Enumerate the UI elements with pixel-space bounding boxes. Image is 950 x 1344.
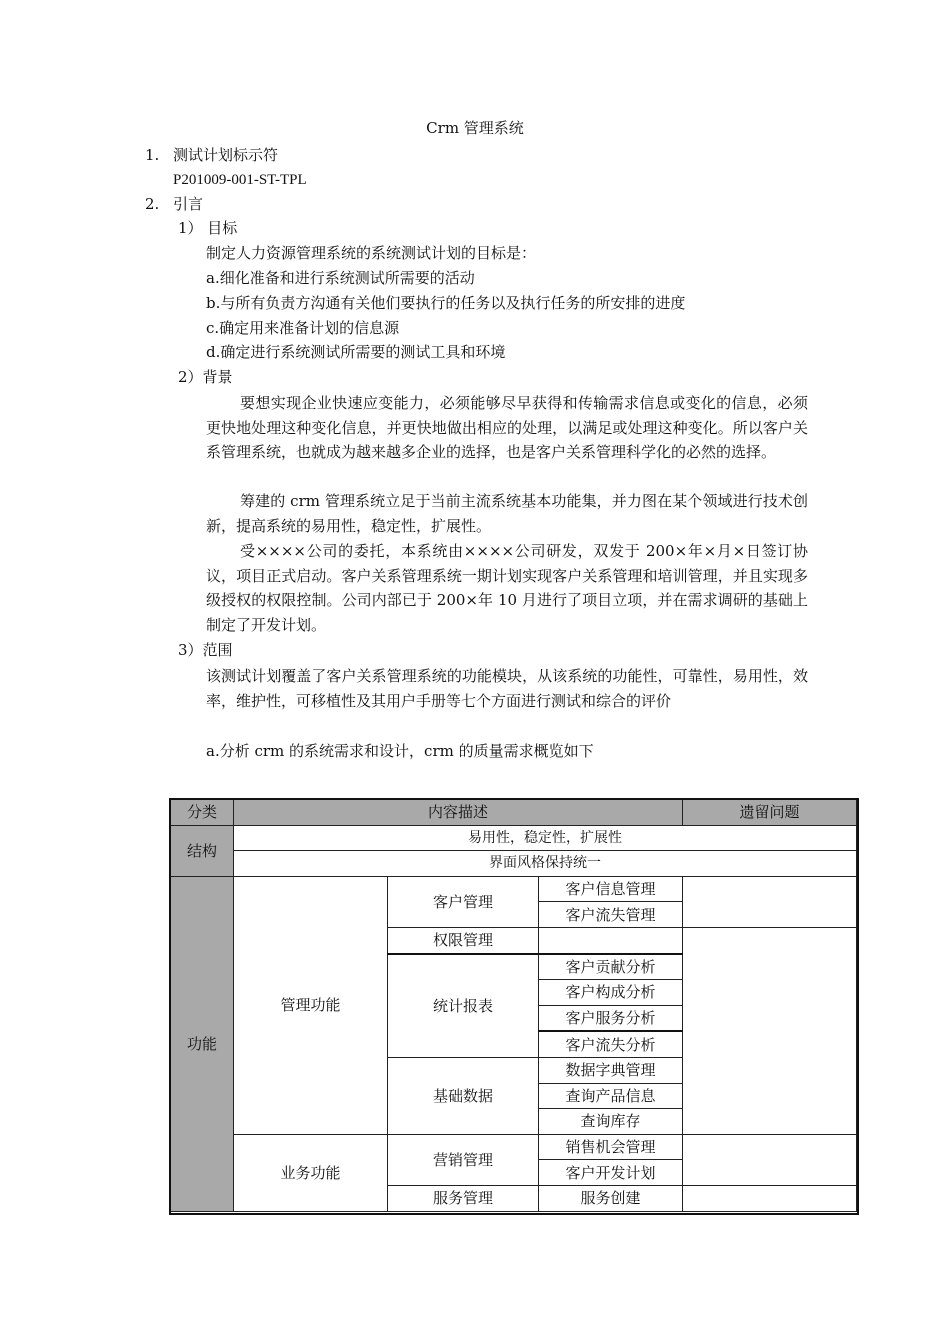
permission-detail-cell (539, 927, 683, 953)
issues-cell (683, 876, 857, 927)
background-paragraph-2: 筹建的 crm 管理系统立足于当前主流系统基本功能集，并力图在某个领域进行技术创新，提高系统的易用性，稳定性，扩展性。 (206, 492, 808, 535)
sales-opportunity-management: 销售机会管理 (539, 1134, 683, 1160)
goal-item-a: a.细化准备和进行系统测试所需要的活动 (206, 269, 475, 287)
customer-churn-management: 客户流失管理 (539, 902, 683, 928)
quality-requirements-table (170, 799, 857, 1212)
scope-analysis-line: a.分析 crm 的系统需求和设计，crm 的质量需求概览如下 (206, 742, 594, 760)
scope-heading: 3）范围 (178, 641, 233, 659)
background-heading: 2）背景 (178, 368, 233, 386)
customer-churn-analysis: 客户流失分析 (539, 1031, 683, 1057)
issues-cell (683, 1185, 857, 1211)
section-2-number: 2. (145, 195, 160, 213)
permission-management-label: 权限管理 (388, 927, 539, 953)
customer-composition-analysis: 客户构成分析 (539, 980, 683, 1006)
base-data-label: 基础数据 (388, 1057, 539, 1134)
customer-contribution-analysis: 客户贡献分析 (539, 954, 683, 980)
goal-item-c: c.确定用来准备计划的信息源 (206, 319, 400, 337)
scope-paragraph: 该测试计划覆盖了客户关系管理系统的功能模块，从该系统的功能性，可靠性，易用性，效率，维护性，可移植性及其用户手册等七个方面进行测试和综合的评价 (206, 667, 808, 710)
customer-management-label: 客户管理 (388, 876, 539, 927)
issues-cell (683, 1134, 857, 1185)
customer-service-analysis: 客户服务分析 (539, 1005, 683, 1031)
section-1-number: 1. (145, 146, 160, 164)
page-title: Crm 管理系统 (426, 119, 524, 137)
query-inventory: 查询库存 (539, 1109, 683, 1135)
customer-info-management: 客户信息管理 (539, 876, 683, 902)
section-1-heading: 测试计划标示符 (173, 146, 279, 164)
structure-quality-attributes: 易用性，稳定性，扩展性 (234, 825, 857, 851)
query-product-info: 查询产品信息 (539, 1083, 683, 1109)
section-2-heading: 引言 (173, 195, 204, 213)
marketing-management-label: 营销管理 (388, 1134, 539, 1185)
goal-heading: 1） 目标 (178, 219, 238, 237)
goal-intro: 制定人力资源管理系统的系统测试计划的目标是： (206, 244, 537, 262)
header-content: 内容描述 (234, 800, 683, 826)
goal-item-b: b.与所有负责方沟通有关他们要执行的任务以及执行任务的所安排的进度 (206, 294, 686, 312)
category-function: 功能 (171, 876, 234, 1211)
data-dictionary-management: 数据字典管理 (539, 1057, 683, 1083)
customer-development-plan: 客户开发计划 (539, 1160, 683, 1186)
admin-function-label: 管理功能 (234, 876, 388, 1134)
table-row (171, 825, 857, 851)
goal-item-d: d.确定进行系统测试所需要的测试工具和环境 (206, 343, 506, 361)
issues-cell (683, 927, 857, 1134)
background-paragraph-3: 受××××公司的委托，本系统由××××公司研发，双发于 200×年×月×日签订协议，项目正式启动。客户关系管理系统一期计划实现客户关系管理和培训管理，并且实现多级授权的权限控制。公司内部已于 200×年 10 月进行了项目立项，并在需求调研的基础上制定了开发计划。 (206, 542, 808, 634)
header-issues: 遗留问题 (683, 800, 857, 826)
test-plan-identifier: P201009-001-ST-TPL (173, 172, 307, 188)
table-row (171, 876, 857, 902)
table-row (171, 1134, 857, 1160)
statistics-reports-label: 统计报表 (388, 954, 539, 1058)
table-row (171, 851, 857, 877)
structure-ui-consistency: 界面风格保持统一 (234, 851, 857, 877)
business-function-label: 业务功能 (234, 1134, 388, 1211)
category-structure: 结构 (171, 825, 234, 876)
service-creation: 服务创建 (539, 1185, 683, 1211)
table-header-row (171, 800, 857, 826)
header-category: 分类 (171, 800, 234, 826)
service-management-label: 服务管理 (388, 1185, 539, 1211)
background-paragraph-1: 要想实现企业快速应变能力，必须能够尽早获得和传输需求信息或变化的信息，必须更快地处理这种变化信息，并更快地做出相应的处理，以满足或处理这种变化。所以客户关系管理系统，也就成为越来越多企业的选择，也是客户关系管理科学化的必然的选择。 (206, 394, 808, 461)
